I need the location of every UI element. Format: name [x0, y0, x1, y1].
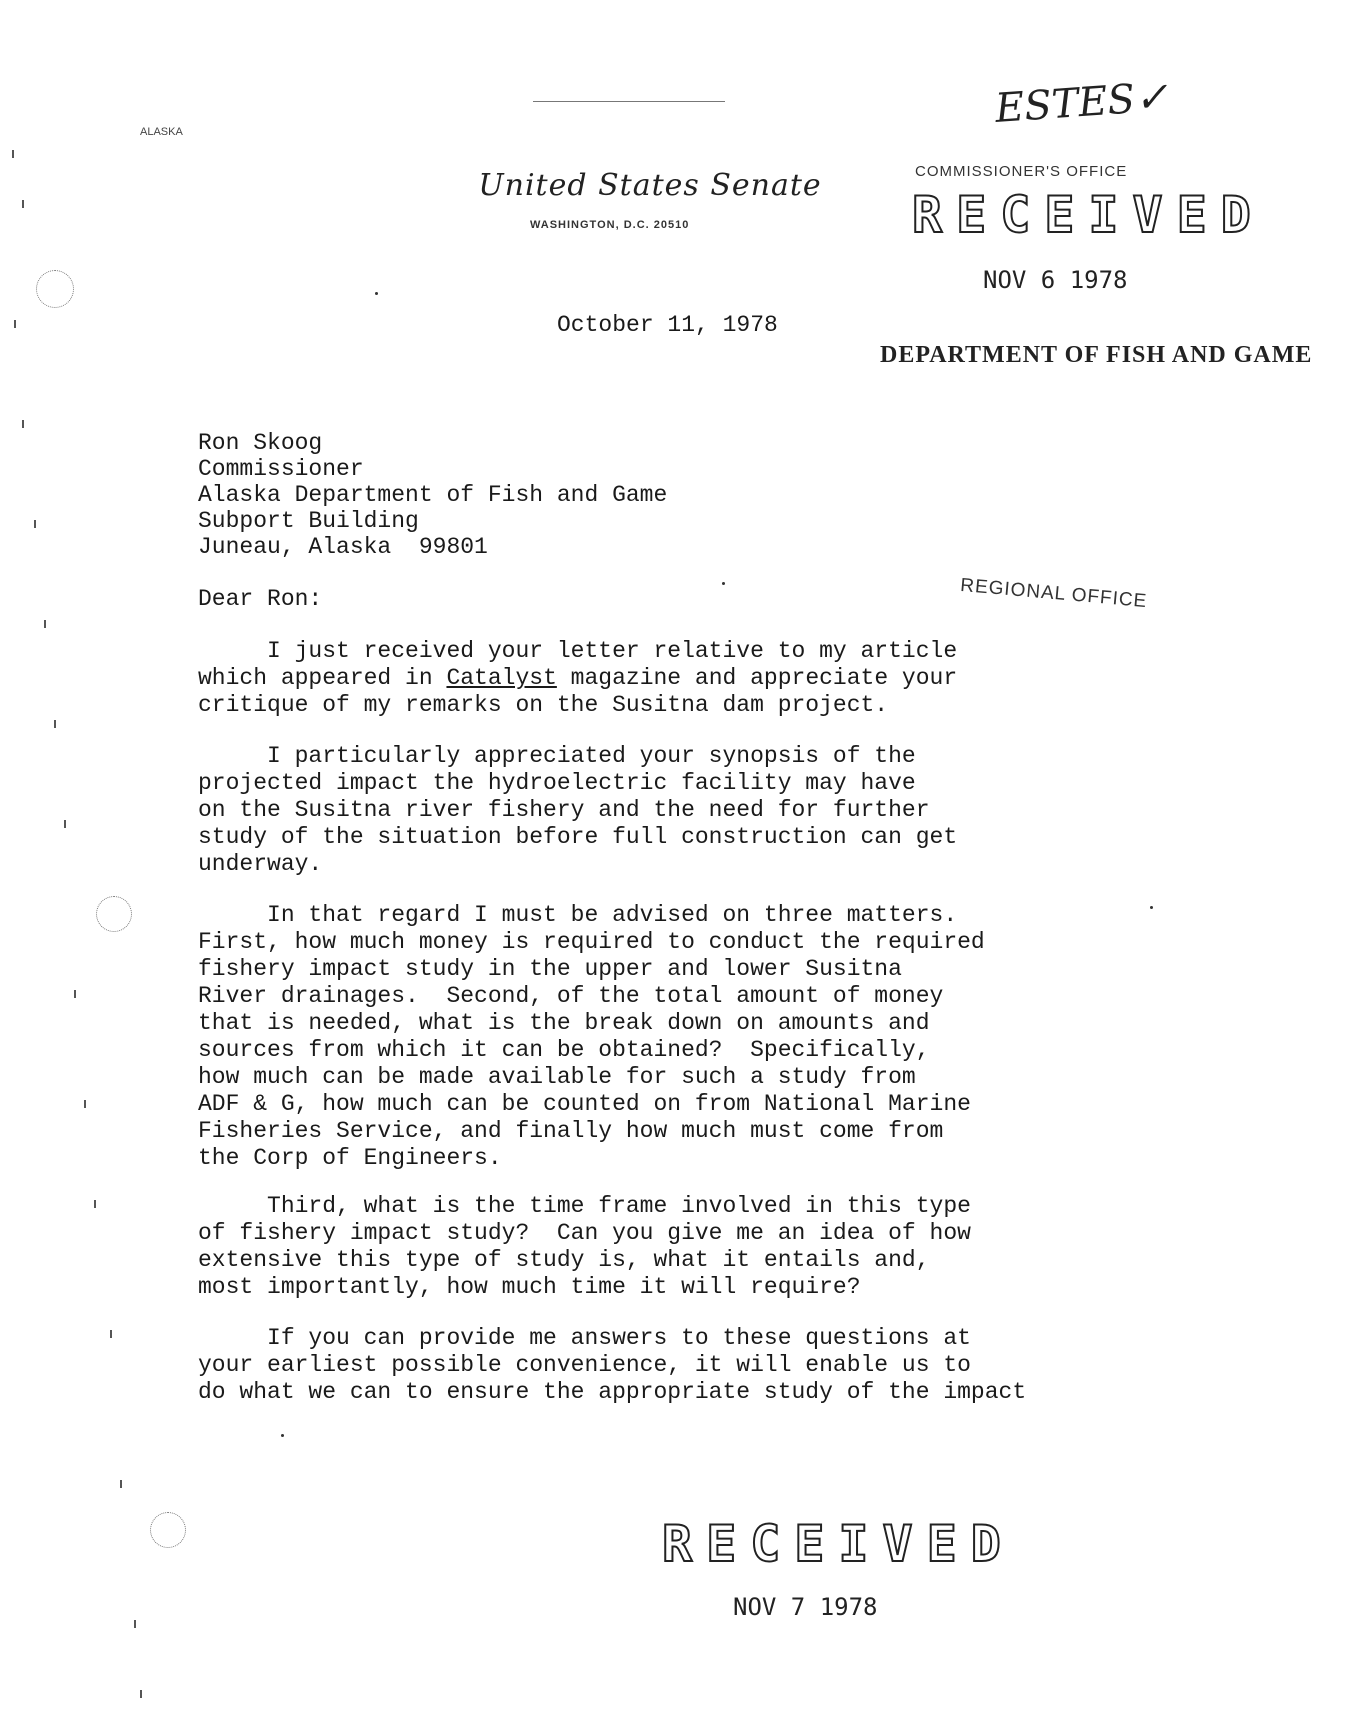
scan-dot	[281, 1434, 284, 1437]
paragraph-line: fishery impact study in the upper and lower Susitna	[198, 956, 902, 982]
paragraph-line: study of the situation before full construction can get	[198, 824, 958, 850]
paragraph-line: the Corp of Engineers.	[198, 1145, 502, 1171]
letterhead-title: United States Senate	[478, 168, 822, 203]
paragraph-line: critique of my remarks on the Susitna dam project.	[198, 692, 889, 718]
paragraph-line: Third, what is the time frame involved in this type	[198, 1193, 971, 1219]
scan-speck	[54, 720, 56, 728]
address-line: Alaska Department of Fish and Game	[198, 482, 668, 508]
stamp-regional-office: REGIONAL OFFICE	[959, 574, 1149, 613]
paragraph-line: that is needed, what is the break down on amounts and	[198, 1010, 930, 1036]
scan-speck	[64, 820, 66, 828]
stamp-received-top: RECEIVED	[912, 186, 1265, 244]
scan-dot	[722, 582, 725, 585]
handwritten-note-text: ESTES	[993, 76, 1137, 132]
paragraph-line	[198, 665, 1198, 692]
paragraph-line: projected impact the hydroelectric facility may have	[198, 770, 916, 796]
scan-dot	[1150, 906, 1153, 909]
paragraph-line: In that regard I must be advised on three matters.	[198, 902, 958, 928]
address-line: Commissioner	[198, 456, 364, 482]
paragraph-3	[198, 902, 1198, 1172]
paragraph-line: First, how much money is required to conduct the required	[198, 929, 985, 955]
paragraph-line: on the Susitna river fishery and the need for further	[198, 797, 930, 823]
scan-speck	[34, 520, 36, 528]
scan-speck	[94, 1200, 96, 1208]
paragraph-line: your earliest possible convenience, it will enable us to	[198, 1352, 971, 1378]
scan-speck	[74, 990, 76, 998]
paragraph-line: River drainages. Second, of the total amount of money	[198, 983, 944, 1009]
scan-speck	[84, 1100, 86, 1108]
text-run: magazine and appreciate your	[556, 665, 958, 691]
paragraph-line: sources from which it can be obtained? Specifically,	[198, 1037, 930, 1063]
address-line: Subport Building	[198, 508, 419, 534]
paragraph-line: underway.	[198, 851, 323, 877]
paragraph-line: If you can provide me answers to these questions at	[198, 1325, 971, 1351]
scan-speck	[14, 320, 16, 328]
scan-speck	[22, 420, 24, 428]
punch-hole-mark	[36, 270, 74, 308]
stamp-received-bottom: RECEIVED	[662, 1515, 1015, 1573]
paragraph-line: extensive this type of study is, what it entails and,	[198, 1247, 930, 1273]
paragraph-line: ADF & G, how much can be counted on from National Marine	[198, 1091, 971, 1117]
paragraph-line: do what we can to ensure the appropriate study of the impact	[198, 1379, 1027, 1405]
punch-hole-mark	[96, 896, 132, 932]
scan-dot	[375, 292, 378, 295]
paragraph-line: Fisheries Service, and finally how much must come from	[198, 1118, 944, 1144]
stamp-date-top: NOV 6 1978	[983, 266, 1128, 294]
letterhead-city: WASHINGTON, D.C. 20510	[530, 219, 690, 231]
address-line: Juneau, Alaska 99801	[198, 534, 488, 560]
paragraph-line: I particularly appreciated your synopsis of the	[198, 743, 916, 769]
paragraph-line: of fishery impact study? Can you give me an idea of how	[198, 1220, 971, 1246]
address-line: Ron Skoog	[198, 430, 323, 456]
paragraph-5	[198, 1325, 1198, 1406]
margin-note: ALASKA	[140, 126, 183, 138]
stamp-date-bottom: NOV 7 1978	[733, 1593, 878, 1621]
paragraph-1	[198, 638, 1198, 719]
paragraph-line: most importantly, how much time it will require?	[198, 1274, 861, 1300]
scan-speck	[12, 150, 14, 158]
magazine-title: Catalyst	[446, 665, 557, 691]
stamp-office: COMMISSIONER'S OFFICE	[915, 163, 1128, 180]
scan-speck	[22, 200, 24, 208]
salutation: Dear Ron:	[198, 586, 323, 612]
stamp-department: DEPARTMENT OF FISH AND GAME	[880, 342, 1313, 368]
top-rule	[533, 101, 725, 102]
scan-speck	[110, 1330, 112, 1338]
paragraph-4	[198, 1193, 1198, 1301]
handwritten-note	[994, 74, 1170, 132]
text-run: which appeared in	[198, 665, 447, 691]
paragraph-2	[198, 743, 1198, 878]
scan-speck	[120, 1480, 122, 1488]
letter-date: October 11, 1978	[557, 312, 778, 338]
punch-hole-mark	[150, 1512, 186, 1548]
paragraph-line: I just received your letter relative to my article	[198, 638, 958, 664]
scan-speck	[44, 620, 46, 628]
scan-speck	[140, 1690, 142, 1698]
check-mark-icon: ✓	[1133, 74, 1170, 123]
paragraph-line: how much can be made available for such a study from	[198, 1064, 916, 1090]
scan-speck	[134, 1620, 136, 1628]
